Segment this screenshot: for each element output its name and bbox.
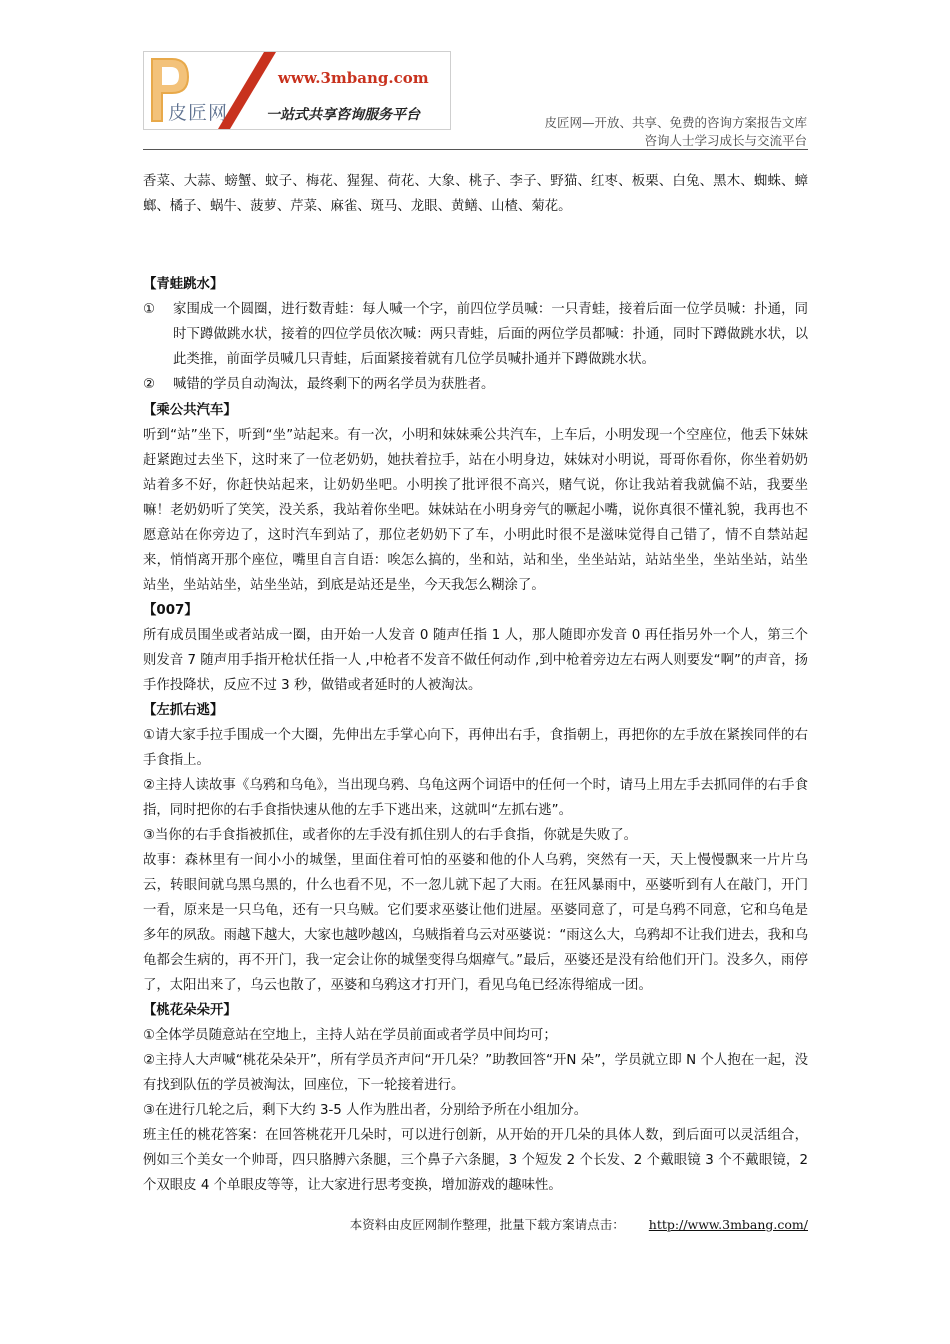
paragraph-peach-1: ①全体学员随意站在空地上，主持人站在学员前面或者学员中间均可； — [143, 1028, 557, 1043]
paragraph-peach-4: 班主任的桃花答案：在回答桃花开几朵时，可以进行创新，从开始的开几朵的具体人数，到后面可以灵活组合，例如三个美女一个帅哥，四只胳膊六条腿，三个鼻子六条腿，3 个短发 2 个长发、2 个戴眼镜 3 个不戴眼镜，2 个双眼皮 4 个单眼皮等等，让大家进行思考变换，增加游戏的趣味性。 — [143, 1128, 808, 1193]
logo-slogan: 一站式共享咨询服务平台 — [266, 107, 420, 123]
paragraph-story: 故事：森林里有一间小小的城堡，里面住着可怕的巫婆和他的仆人乌鸦，突然有一天，天上慢慢飘来一片片乌云，转眼间就乌黑乌黑的，什么也看不见，不一忽儿就下起了大雨。在狂风暴雨中，巫婆听到有人在敲门，开门一看，原来是一只乌龟，还有一只乌贼。它们要求巫婆让他们进屋。巫婆同意了，可是乌鸦不同意，它和乌龟是多年的夙敌。雨越下越大，大家也越吵越凶，乌贼指着乌云对巫婆说：“雨这么大，乌鸦却不让我们进去，我和乌龟都会生病的，再不开门，我一定会让你的城堡变得乌烟瘴气。”最后，巫婆还是没有给他们开门。没多久，雨停了，太阳出来了，乌云也散了，巫婆和乌鸦这才打开门，看见乌龟已经冻得缩成一团。 — [143, 853, 808, 993]
list-item — [143, 297, 808, 372]
section-title-frog: 【青蛙跳水】 — [143, 277, 224, 292]
list-item-text: 喊错的学员自动淘汰，最终剩下的两名学员为获胜者。 — [173, 377, 495, 392]
header-tagline — [544, 114, 807, 150]
paragraph-peach-3: ③在进行几轮之后，剩下大约 3-5 人作为胜出者，分别给予所在小组加分。 — [143, 1103, 588, 1118]
page-footer — [143, 1215, 808, 1233]
section-title-007: 【007】 — [143, 603, 198, 618]
header-divider — [143, 149, 808, 150]
intro-word-list: 香菜、大蒜、螃蟹、蚊子、梅花、猩猩、荷花、大象、桃子、李子、野猫、红枣、板栗、白兔、黑木、蜘蛛、蟑螂、橘子、蜗牛、菠萝、芹菜、麻雀、斑马、龙眼、黄鳝、山楂、菊花。 — [143, 174, 808, 214]
paragraph-007: 所有成员围坐或者站成一圈，由开始一人发音 0 随声任指 1 人，那人随即亦发音 0 再任指另外一个人，第三个则发音 7 随声用手指开枪状任指一人 ,中枪者不发音不做任何动作 ,到中枪着旁边左右两人则要发“啊”的声音，扬手作投降状，反应不过 3 秒，做错或者延时的人被淘汰。 — [143, 628, 808, 693]
paragraph-peach-2: ②主持人大声喊“桃花朵朵开”，所有学员齐声问“开几朵？”助教回答“开N 朵”，学员就立即 N 个人抱在一起，没有找到队伍的学员被淘汰，回座位，下一轮接着进行。 — [143, 1053, 808, 1093]
list-marker: ① — [143, 302, 156, 317]
list-item — [143, 372, 808, 397]
logo-url: www.3mbang.com — [278, 69, 429, 87]
list-item-text: 家围成一个圆圈，进行数青蛙：每人喊一个字，前四位学员喊：一只青蛙，接着后面一位学员喊：扑通，同时下蹲做跳水状，接着的四位学员依次喊：两只青蛙，后面的两位学员都喊：扑通，同时下蹲做跳水状，以此类推，前面学员喊几只青蛙，后面紧接着就有几位学员喊扑通并下蹲做跳水状。 — [173, 302, 808, 367]
site-logo[interactable] — [143, 51, 451, 130]
footer-text: 本资料由皮匠网制作整理，批量下载方案请点击： — [349, 1217, 625, 1232]
section-title-grab: 【左抓右逃】 — [143, 703, 224, 718]
paragraph-grab-3: ③当你的右手食指被抓住，或者你的左手没有抓住别人的右手食指，你就是失败了。 — [143, 828, 638, 843]
spacer — [143, 219, 808, 272]
paragraph-grab-2: ②主持人读故事《乌鸦和乌龟》，当出现乌鸦、乌龟这两个词语中的任何一个时，请马上用左手去抓同伴的右手食指，同时把你的右手食指快速从他的左手下逃出来，这就叫“左抓右逃”。 — [143, 778, 808, 818]
tagline-line-2: 咨询人士学习成长与交流平台 — [644, 133, 807, 148]
section-title-bus: 【乘公共汽车】 — [143, 403, 237, 418]
tagline-line-1: 皮匠网—开放、共享、免费的咨询方案报告文库 — [544, 115, 807, 130]
document-body — [143, 169, 808, 1198]
logo-text: 皮匠网 — [168, 102, 229, 124]
list-marker: ② — [143, 377, 156, 392]
paragraph-grab-1: ①请大家手拉手围成一个大圈，先伸出左手掌心向下，再伸出右手，食指朝上，再把你的左手放在紧挨同伴的右手食指上。 — [143, 728, 808, 768]
section-title-peach: 【桃花朵朵开】 — [143, 1003, 237, 1018]
footer-link[interactable]: http://www.3mbang.com/ — [648, 1217, 808, 1232]
paragraph-bus: 听到“站”坐下，听到“坐”站起来。有一次，小明和妹妹乘公共汽车，上车后，小明发现一个空座位，他丢下妹妹赶紧跑过去坐下，这时来了一位老奶奶，她扶着拉手，站在小明身边，妹妹对小明说，哥哥你看你，你坐着奶奶站着多不好，你赶快站起来，让奶奶坐吧。小明挨了批评很不高兴，赌气说，你让我站着我就偏不站，我要坐嘛！老奶奶听了笑笑，没关系，我站着你坐吧。妹妹站在小明身旁气的噘起小嘴，说你真很不懂礼貌，我再也不愿意站在你旁边了，这时汽车到站了，那位老奶奶下了车，小明此时很不是滋味觉得自己错了，情不自禁站起来，悄悄离开那个座位，嘴里自言自语：唉怎么搞的，坐和站，站和坐，坐坐站站，站站坐坐，坐站坐站，站坐站坐，坐站站坐，站坐坐站，到底是站还是坐，今天我怎么糊涂了。 — [143, 428, 808, 593]
